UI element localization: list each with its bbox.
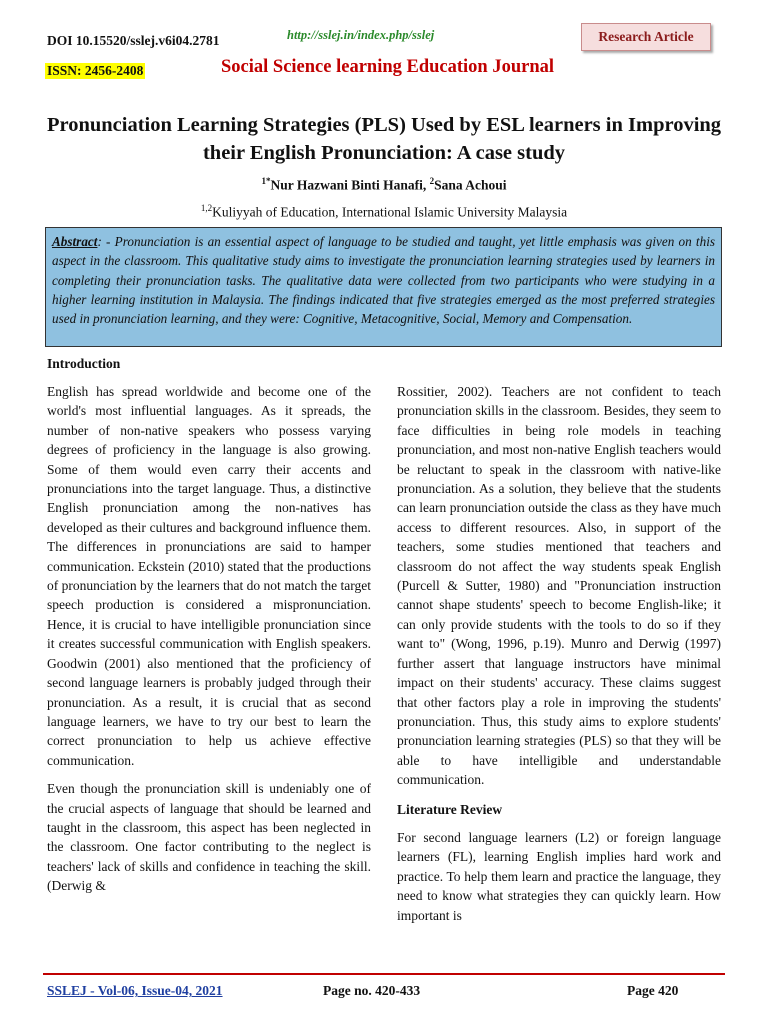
affiliation-text: Kuliyyah of Education, International Islamic University Malaysia xyxy=(212,204,568,220)
paragraph: For second language learners (L2) or foreign language learners (FL), learning English implies hard work and practice. To help them learn and practice the language, they need to know what strategies they can quickly learn. How important is xyxy=(397,829,721,923)
doi: DOI 10.15520/sslej.v6i04.2781 xyxy=(47,33,220,48)
affiliation xyxy=(40,203,728,221)
footer-journal-issue-link[interactable]: SSLEJ - Vol-06, Issue-04, 2021 xyxy=(47,983,223,998)
paragraph: Even though the pronunciation skill is undeniably one of the crucial aspects of language that should be learned and taught in the classroom, this aspect has been neglected in the classroom. One factor contributing to the neglect is teachers' lack of skills and confidence in teaching the skill. (Derwig & xyxy=(47,781,371,894)
author1-name: Nur Hazwani Binti Hanafi, xyxy=(270,177,430,193)
right-column xyxy=(397,382,721,934)
abstract-text: : - Pronunciation is an essential aspect of language to be studied and taught, yet little emphasis was given on this aspect in the classroom. This qualitative study aims to investigate the pronunciation learning strategies used by learners in completing their pronunciation tasks. The qualitative data were collected from two participants who were studying in a higher learning institution in Malaysia. The findings indicated that five strategies emerged as the most preferred strategies used in pronunciation learning, and they were: Cognitive, Metacognitive, Social, Memory and Compensation. xyxy=(52,234,715,327)
abstract-label: Abstract xyxy=(52,234,98,249)
author1-superscript: 1* xyxy=(261,176,271,186)
author2-superscript: 2 xyxy=(429,176,435,186)
author-line xyxy=(40,176,728,194)
journal-url-link[interactable]: http://sslej.in/index.php/sslej xyxy=(287,28,435,42)
literature-review-heading: Literature Review xyxy=(397,801,503,817)
paragraph: English has spread worldwide and become one of the world's most influential languages. As it spreads, the number of non-native speakers who possess varying degrees of proficiency in the language is also growing. Some of them would even carry their accents and pronunciations into the target language. Thus, a distinctive English pronunciation among the non-natives has developed as their cultures and background influence them. The differences in pronunciations are said to hamper communication. Eckstein (2010) stated that the productions of pronunciation by the learners that do not match the target speech production is considered a mispronunciation. Hence, it is crucial to have intelligible pronunciation since it creates successful communication with English speakers. Goodwin (2001) also mentioned that the proficiency of second language learners is probably judged through their pronunciation. As a result, it is crucial that as second language learners, we have to try our best to learn the correct pronunciation to help us achieve effective communication. xyxy=(47,384,371,768)
author2-name: Sana Achoui xyxy=(434,177,507,193)
left-column xyxy=(47,382,371,905)
journal-name: Social Science learning Education Journal xyxy=(221,57,555,77)
paragraph: Rossitier, 2002). Teachers are not confident to teach pronunciation skills in the classroom. Besides, they seem to face difficulties in being role models in teaching pronunciation, and most non-native English teachers would be reluctant to speak in the classroom with native-like pronunciation. As a solution, they believe that the students can learn pronunciation outside the class as they have much access to different resources. Also, in support of the teachers, some studies mentioned that teachers and classroom do not affect the way students speak English (Purcell & Sutter, 1980) and "Pronunciation instruction cannot shape students' speech to become English-like; it can only provide students with the tools to do so if they want to" (Wong, 1996, p.19). Munro and Derwig (1997) further assert that language instructors have minimal impact on their students' accuracy. These claims suggest that other factors play a role in improving the students' pronunciation. Thus, this study aims to explore students' pronunciation learning strategies (PLS) so that they will be able to have intelligible and understandable communication. xyxy=(397,384,721,788)
footer-page-number: Page 420 xyxy=(627,983,679,998)
introduction-heading: Introduction xyxy=(47,356,121,371)
article-type-badge: Research Article xyxy=(581,23,711,51)
footer-divider xyxy=(43,973,725,975)
footer-page-range: Page no. 420-433 xyxy=(323,983,421,998)
abstract-box xyxy=(45,227,722,347)
affiliation-superscript: 1,2 xyxy=(200,203,213,213)
issn: ISSN: 2456-2408 xyxy=(47,63,144,78)
paper-title: Pronunciation Learning Strategies (PLS) Used by ESL learners in Improving their English Pronunciation: A case study xyxy=(46,114,722,164)
